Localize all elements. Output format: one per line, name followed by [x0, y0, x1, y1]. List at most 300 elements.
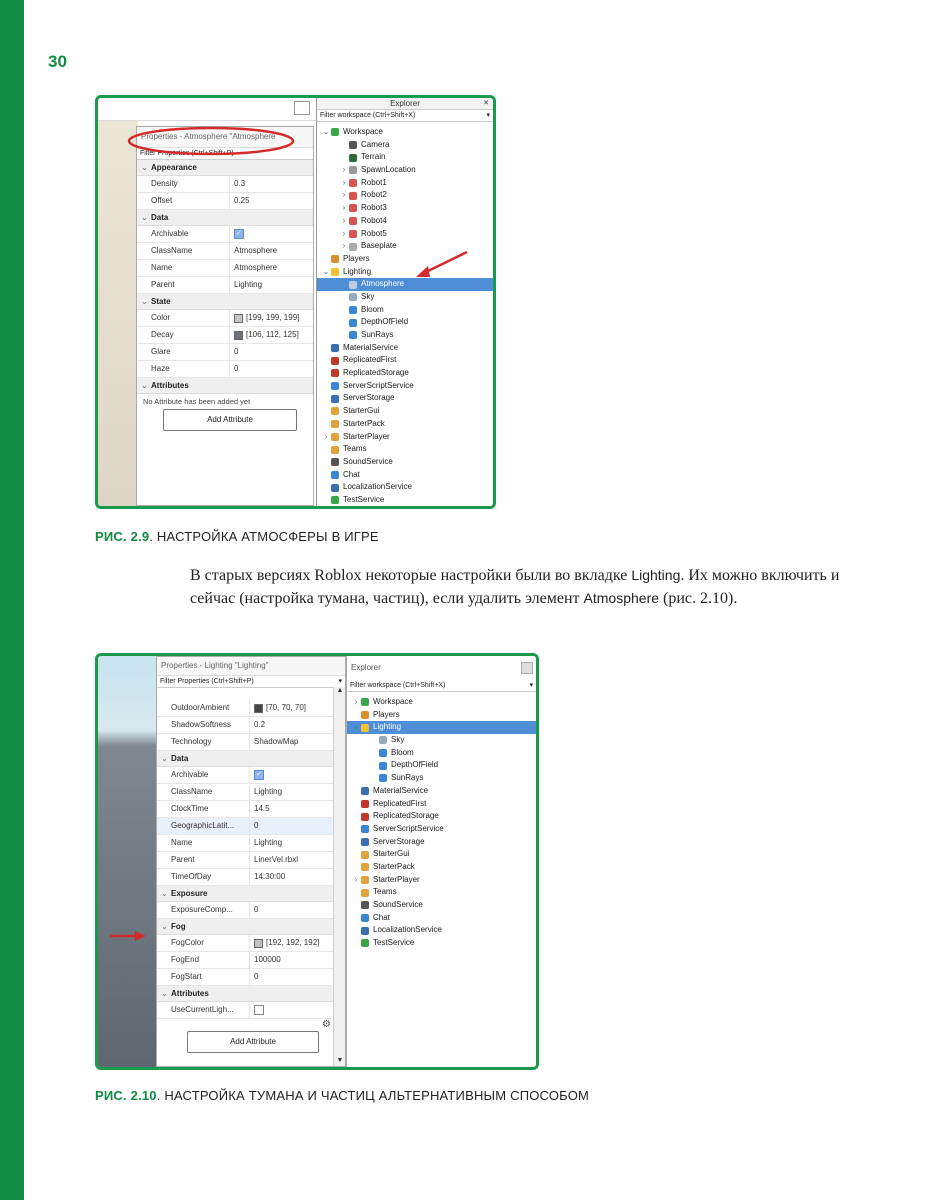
property-row[interactable]: [157, 935, 333, 952]
properties-list: [157, 700, 333, 1019]
tree-item-label: Players: [343, 253, 370, 263]
property-value-text: Lighting: [254, 787, 283, 796]
tree-item[interactable]: [317, 164, 493, 177]
service-icon: [361, 825, 369, 833]
service-icon: [361, 914, 369, 922]
property-name: ClassName: [171, 787, 213, 796]
tree-item[interactable]: [317, 291, 493, 304]
property-value[interactable]: [249, 801, 333, 817]
service-icon: [361, 724, 369, 732]
property-value[interactable]: [229, 226, 313, 242]
tree-item[interactable]: [347, 886, 536, 899]
property-row[interactable]: [157, 1002, 333, 1019]
properties-title: Properties - Atmosphere "Atmosphere": [137, 127, 313, 148]
tree-item-label: Atmosphere: [361, 279, 405, 289]
tree-item-label: ServerStorage: [343, 393, 395, 403]
section-label: Attributes: [151, 381, 189, 390]
tree-item[interactable]: [347, 721, 536, 734]
property-value[interactable]: [249, 869, 333, 885]
property-name: Parent: [171, 855, 195, 864]
tree-item[interactable]: [347, 937, 536, 950]
property-name: Archivable: [151, 229, 189, 238]
property-name: FogEnd: [171, 955, 200, 964]
property-value-text: 100000: [254, 955, 281, 964]
section-label: Fog: [171, 922, 186, 931]
property-name: Decay: [151, 330, 174, 339]
tree-item[interactable]: [317, 316, 493, 329]
property-name: UseCurrentLigh...: [171, 1005, 234, 1014]
expand-arrow-icon[interactable]: ⌄: [322, 266, 330, 276]
service-icon: [331, 357, 339, 365]
tree-item-label: ServerStorage: [373, 836, 425, 846]
scroll-up-icon[interactable]: ▲: [336, 687, 344, 694]
tree-item-label: ServerScriptService: [373, 823, 444, 833]
expand-arrow-icon[interactable]: ›: [354, 697, 358, 706]
property-name: ClockTime: [171, 804, 209, 813]
expand-arrow-icon[interactable]: ›: [342, 165, 346, 175]
service-icon: [331, 496, 339, 504]
property-name: FogStart: [171, 972, 202, 981]
property-name: Haze: [151, 364, 170, 373]
property-row[interactable]: [157, 700, 333, 717]
tree-item-label: Teams: [373, 887, 397, 897]
service-icon: [331, 484, 339, 492]
service-icon: [349, 192, 357, 200]
property-value-text: [192, 192, 192]: [266, 938, 320, 947]
property-row[interactable]: [137, 327, 313, 344]
service-icon: [331, 407, 339, 415]
property-value[interactable]: [229, 277, 313, 293]
section-label: Appearance: [151, 163, 197, 172]
tree-item-label: DepthOfField: [391, 760, 439, 770]
expand-arrow-icon[interactable]: ›: [342, 228, 346, 238]
tree-item-label: MaterialService: [343, 342, 399, 352]
property-value[interactable]: [229, 176, 313, 192]
tree-item-label: Bloom: [361, 304, 384, 314]
explorer-panel: [316, 98, 493, 506]
tree-item[interactable]: [317, 189, 493, 202]
service-icon: [361, 876, 369, 884]
tree-item-label: Players: [373, 709, 400, 719]
property-row[interactable]: [137, 193, 313, 210]
tree-item[interactable]: [317, 202, 493, 215]
property-value[interactable]: [249, 717, 333, 733]
tree-item-label: SunRays: [361, 330, 394, 339]
tree-item-label: SoundService: [343, 456, 393, 466]
property-name: Technology: [171, 737, 212, 746]
section-header[interactable]: [157, 886, 333, 902]
property-row[interactable]: [137, 361, 313, 378]
service-icon: [331, 420, 339, 428]
tree-item[interactable]: [317, 431, 493, 444]
tree-item[interactable]: [347, 823, 536, 836]
service-icon: [361, 901, 369, 909]
tree-item-label: TestService: [343, 494, 385, 504]
property-row[interactable]: [157, 734, 333, 751]
property-value-text: Lighting: [234, 280, 263, 289]
tree-item[interactable]: [347, 899, 536, 912]
service-icon: [361, 927, 369, 935]
property-value-text: Atmosphere: [234, 246, 278, 255]
section-header[interactable]: [157, 919, 333, 935]
property-row[interactable]: [137, 310, 313, 327]
property-value-text: Atmosphere: [234, 263, 278, 272]
property-value[interactable]: [249, 902, 333, 918]
tree-item-label: SunRays: [391, 773, 424, 783]
expand-arrow-icon[interactable]: ›: [324, 431, 328, 441]
service-icon: [349, 319, 357, 327]
red-arrow: [108, 930, 148, 942]
expand-arrow-icon[interactable]: ›: [354, 874, 358, 884]
chevron-down-icon[interactable]: ⌄: [161, 889, 168, 898]
tree-item-label: StarterPlayer: [373, 874, 420, 884]
properties-filter[interactable]: Filter Properties (Ctrl+Shift+P) ▾: [157, 676, 345, 688]
property-name: Density: [151, 179, 178, 188]
property-value[interactable]: [249, 767, 333, 783]
section-header[interactable]: [137, 378, 313, 394]
service-icon: [349, 179, 357, 187]
property-name: ExposureComp...: [171, 905, 233, 914]
chevron-down-icon[interactable]: ▾: [338, 678, 342, 685]
tree-item[interactable]: [347, 912, 536, 925]
property-name: FogColor: [171, 938, 204, 947]
expand-arrow-icon[interactable]: ›: [342, 190, 346, 200]
expand-arrow-icon[interactable]: ⌄: [322, 127, 330, 136]
tree-item[interactable]: [347, 696, 536, 709]
add-attribute-button[interactable]: Add Attribute: [187, 1031, 319, 1053]
tree-item-label: StarterGui: [373, 849, 410, 859]
tree-item-label: StarterPlayer: [343, 431, 390, 441]
service-icon: [349, 217, 357, 225]
service-icon: [361, 698, 369, 706]
archivable-checkbox[interactable]: ✓: [234, 229, 244, 239]
color-swatch[interactable]: [234, 314, 243, 323]
property-value[interactable]: [249, 935, 333, 951]
tree-item[interactable]: [317, 354, 493, 367]
gear-icon[interactable]: ⚙: [322, 1019, 331, 1030]
tree-item[interactable]: [317, 494, 493, 506]
service-icon: [349, 293, 357, 301]
expand-arrow-icon[interactable]: ›: [342, 241, 346, 251]
property-value[interactable]: [249, 784, 333, 800]
property-value[interactable]: [229, 260, 313, 276]
property-value[interactable]: [249, 852, 333, 868]
tree-item[interactable]: [347, 734, 536, 747]
property-value[interactable]: [229, 243, 313, 259]
close-icon[interactable]: ✕: [483, 100, 489, 107]
property-value-text: 0: [254, 905, 259, 914]
color-swatch[interactable]: [254, 704, 263, 713]
tree-item[interactable]: [317, 456, 493, 469]
tree-item-label: Sky: [391, 735, 405, 745]
tree-item-label: Robot1: [361, 177, 387, 187]
tree-item-label: Robot3: [361, 203, 387, 213]
service-icon: [349, 331, 357, 339]
tree-item-label: Teams: [343, 444, 367, 454]
property-row[interactable]: [157, 952, 333, 969]
chevron-down-icon[interactable]: ▾: [486, 112, 490, 119]
tree-item-label: StarterGui: [343, 406, 380, 416]
property-value[interactable]: [249, 818, 333, 834]
tree-item-label: Robot2: [361, 190, 387, 200]
tree-item[interactable]: [317, 443, 493, 456]
tree-item[interactable]: [317, 392, 493, 405]
property-row[interactable]: [137, 260, 313, 277]
tree-item[interactable]: [347, 772, 536, 785]
service-icon: [331, 458, 339, 466]
expand-arrow-icon[interactable]: ⌄: [352, 722, 360, 732]
property-row[interactable]: [137, 277, 313, 294]
chevron-down-icon[interactable]: ⌄: [161, 989, 168, 998]
property-value-text: 0: [234, 347, 239, 356]
tree-item[interactable]: [317, 126, 493, 139]
expand-arrow-icon[interactable]: ›: [342, 215, 346, 225]
property-value[interactable]: [229, 310, 313, 326]
service-icon: [349, 141, 357, 149]
add-attribute-button[interactable]: Add Attribute: [163, 409, 297, 431]
section-label: Data: [171, 754, 189, 763]
viewport-3d: [98, 656, 158, 1067]
red-highlight-ellipse: [126, 126, 296, 160]
tree-item[interactable]: [347, 759, 536, 772]
section-header[interactable]: [157, 986, 333, 1002]
chevron-down-icon[interactable]: ⌄: [141, 381, 148, 390]
tree-item-label: DepthOfField: [361, 317, 409, 327]
tree-item[interactable]: [347, 848, 536, 861]
tree-item-label: Lighting: [373, 722, 402, 732]
service-icon: [361, 939, 369, 947]
tree-item-label: ReplicatedFirst: [343, 355, 397, 365]
property-name: ShadowSoftness: [171, 720, 232, 729]
attribute-checkbox[interactable]: [254, 1005, 264, 1015]
tree-item[interactable]: [317, 380, 493, 393]
property-row[interactable]: [137, 176, 313, 193]
property-value[interactable]: [249, 734, 333, 750]
section-header[interactable]: [157, 751, 333, 767]
color-swatch[interactable]: [234, 331, 243, 340]
tree-item[interactable]: [347, 924, 536, 937]
tree-item-label: Bloom: [391, 747, 414, 757]
tree-item[interactable]: [317, 418, 493, 431]
tree-item[interactable]: [347, 861, 536, 874]
service-icon: [349, 154, 357, 162]
property-value-text: [199, 199, 199]: [246, 313, 300, 322]
property-row[interactable]: [137, 226, 313, 243]
tree-item[interactable]: [317, 139, 493, 152]
section-label: Data: [151, 213, 169, 222]
service-icon: [361, 711, 369, 719]
explorer-filter[interactable]: Filter workspace (Ctrl+Shift+X) ▾: [347, 680, 536, 692]
service-icon: [349, 243, 357, 251]
property-value[interactable]: [229, 361, 313, 377]
tree-item-label: ReplicatedStorage: [373, 811, 439, 821]
tree-item-label: Camera: [361, 139, 390, 149]
tree-item-label: ServerScriptService: [343, 380, 414, 390]
tree-item[interactable]: [317, 151, 493, 164]
tree-item-label: StarterPack: [373, 861, 415, 871]
tree-item[interactable]: [347, 709, 536, 722]
tree-item[interactable]: [317, 367, 493, 380]
property-name: Name: [171, 838, 193, 847]
service-icon: [349, 306, 357, 314]
tree-item[interactable]: [317, 469, 493, 482]
service-icon: [361, 800, 369, 808]
archivable-checkbox[interactable]: ✓: [254, 770, 264, 780]
figure-2-9: [95, 95, 496, 509]
tree-item-label: Terrain: [361, 152, 386, 162]
tree-item[interactable]: [347, 836, 536, 849]
scroll-down-icon[interactable]: ▼: [336, 1057, 344, 1064]
property-value-text: [106, 112, 125]: [246, 330, 299, 339]
property-value[interactable]: [229, 193, 313, 209]
tree-item-label: StarterPack: [343, 418, 385, 428]
color-swatch[interactable]: [254, 939, 263, 948]
property-row[interactable]: [157, 902, 333, 919]
tree-item[interactable]: [317, 342, 493, 355]
property-value[interactable]: [249, 835, 333, 851]
properties-title: Properties - Lighting "Lighting": [157, 657, 345, 676]
service-icon: [349, 230, 357, 238]
service-icon: [331, 395, 339, 403]
tree-item[interactable]: [317, 481, 493, 494]
property-row[interactable]: [137, 344, 313, 361]
service-icon: [361, 889, 369, 897]
property-name: GeographicLatit...: [171, 821, 235, 830]
tree-item-label: TestService: [373, 938, 415, 948]
property-name: Offset: [151, 196, 173, 205]
property-name: TimeOfDay: [171, 872, 212, 881]
tree-item[interactable]: [317, 228, 493, 241]
explorer-title: Explorer: [347, 656, 536, 680]
service-icon: [331, 433, 339, 441]
section-label: Exposure: [171, 889, 208, 898]
service-icon: [331, 369, 339, 377]
chevron-down-icon[interactable]: ⌄: [161, 754, 168, 763]
property-value-text: 0: [254, 972, 259, 981]
property-value-text: ShadowMap: [254, 737, 299, 746]
scrollbar[interactable]: [333, 687, 346, 1066]
tree-item-label: Chat: [343, 469, 360, 479]
service-icon: [379, 749, 387, 757]
property-name: Parent: [151, 280, 175, 289]
property-row[interactable]: [137, 243, 313, 260]
chevron-down-icon[interactable]: ⌄: [141, 213, 148, 222]
property-row[interactable]: [157, 835, 333, 852]
explorer-tree: [347, 692, 536, 950]
tree-item[interactable]: [347, 785, 536, 798]
tree-item-label: ReplicatedStorage: [343, 368, 409, 378]
tree-item[interactable]: [317, 304, 493, 317]
properties-filter[interactable]: Filter Properties (Ctrl+Shift+P): [137, 148, 313, 160]
explorer-filter[interactable]: Filter workspace (Ctrl+Shift+X) ▾: [317, 110, 493, 122]
property-row[interactable]: [157, 801, 333, 818]
caption-2-9: РИС. 2.9. НАСТРОЙКА АТМОСФЕРЫ В ИГРЕ: [95, 529, 379, 544]
service-icon: [331, 446, 339, 454]
tree-item[interactable]: [347, 747, 536, 760]
chevron-down-icon[interactable]: ⌄: [161, 922, 168, 931]
property-row[interactable]: [157, 767, 333, 784]
chevron-down-icon[interactable]: ⌄: [141, 297, 148, 306]
property-value[interactable]: [249, 969, 333, 985]
tree-item[interactable]: [317, 329, 493, 342]
property-value-text: 14:30:00: [254, 872, 286, 881]
chevron-down-icon[interactable]: ⌄: [141, 163, 148, 172]
service-icon: [361, 863, 369, 871]
tree-item-label: ReplicatedFirst: [373, 798, 427, 808]
service-icon: [349, 281, 357, 289]
service-icon: [379, 774, 387, 782]
properties-area: [98, 98, 316, 506]
tree-item[interactable]: [317, 177, 493, 190]
tree-item-label: Sky: [361, 291, 375, 301]
tree-item-label: Robot5: [361, 228, 387, 238]
body-paragraph: В старых версиях Roblox некоторые настройки были во вкладке Lighting. Их можно включить и сейчас (настройка тумана, частиц), если удалить элемент Atmosphere (рис. 2.10).: [190, 567, 840, 607]
service-icon: [379, 762, 387, 770]
property-value-text: 0: [234, 364, 239, 373]
property-name: Archivable: [171, 770, 209, 779]
property-name: Color: [151, 313, 171, 322]
property-row[interactable]: [157, 818, 333, 835]
service-icon: [349, 166, 357, 174]
section-label: Attributes: [171, 989, 209, 998]
tree-item-label: Lighting: [343, 266, 372, 276]
tree-item-label: Workspace: [343, 127, 383, 136]
section-label: State: [151, 297, 171, 306]
service-icon: [331, 268, 339, 276]
property-row[interactable]: [157, 869, 333, 886]
panel-menu-icon[interactable]: [521, 662, 533, 674]
expand-arrow-icon[interactable]: ›: [342, 203, 346, 213]
property-row[interactable]: [157, 969, 333, 986]
tree-item-label: LocalizationService: [343, 482, 412, 492]
property-name: OutdoorAmbient: [171, 703, 230, 712]
red-arrow: [412, 248, 472, 283]
service-icon: [331, 255, 339, 263]
service-icon: [379, 736, 387, 744]
property-row[interactable]: [157, 784, 333, 801]
property-value-text: 14.5: [254, 804, 270, 813]
service-icon: [361, 838, 369, 846]
property-row[interactable]: [157, 717, 333, 734]
tree-item[interactable]: [317, 215, 493, 228]
property-value[interactable]: [229, 344, 313, 360]
property-value[interactable]: [249, 1002, 333, 1018]
properties-panel: [156, 656, 346, 1067]
tree-item-label: Baseplate: [361, 241, 397, 251]
tree-item[interactable]: [347, 874, 536, 887]
property-value[interactable]: [249, 952, 333, 968]
property-row[interactable]: [157, 852, 333, 869]
tree-item[interactable]: [347, 798, 536, 811]
explorer-title: Explorer ✕: [317, 98, 493, 110]
tree-item-label: SpawnLocation: [361, 165, 416, 175]
dock-icon[interactable]: [294, 101, 310, 115]
tree-item-label: SoundService: [373, 900, 423, 909]
section-header[interactable]: [137, 160, 313, 176]
property-name: Glare: [151, 347, 171, 356]
tree-item[interactable]: [317, 405, 493, 418]
service-icon: [331, 344, 339, 352]
section-header[interactable]: [137, 294, 313, 310]
section-header[interactable]: [137, 210, 313, 226]
chevron-down-icon[interactable]: ▾: [529, 682, 533, 689]
expand-arrow-icon[interactable]: ›: [342, 177, 346, 187]
property-value[interactable]: [249, 700, 333, 716]
explorer-panel: [346, 656, 536, 1067]
tree-item[interactable]: [347, 810, 536, 823]
property-value[interactable]: [229, 327, 313, 343]
service-icon: [361, 813, 369, 821]
